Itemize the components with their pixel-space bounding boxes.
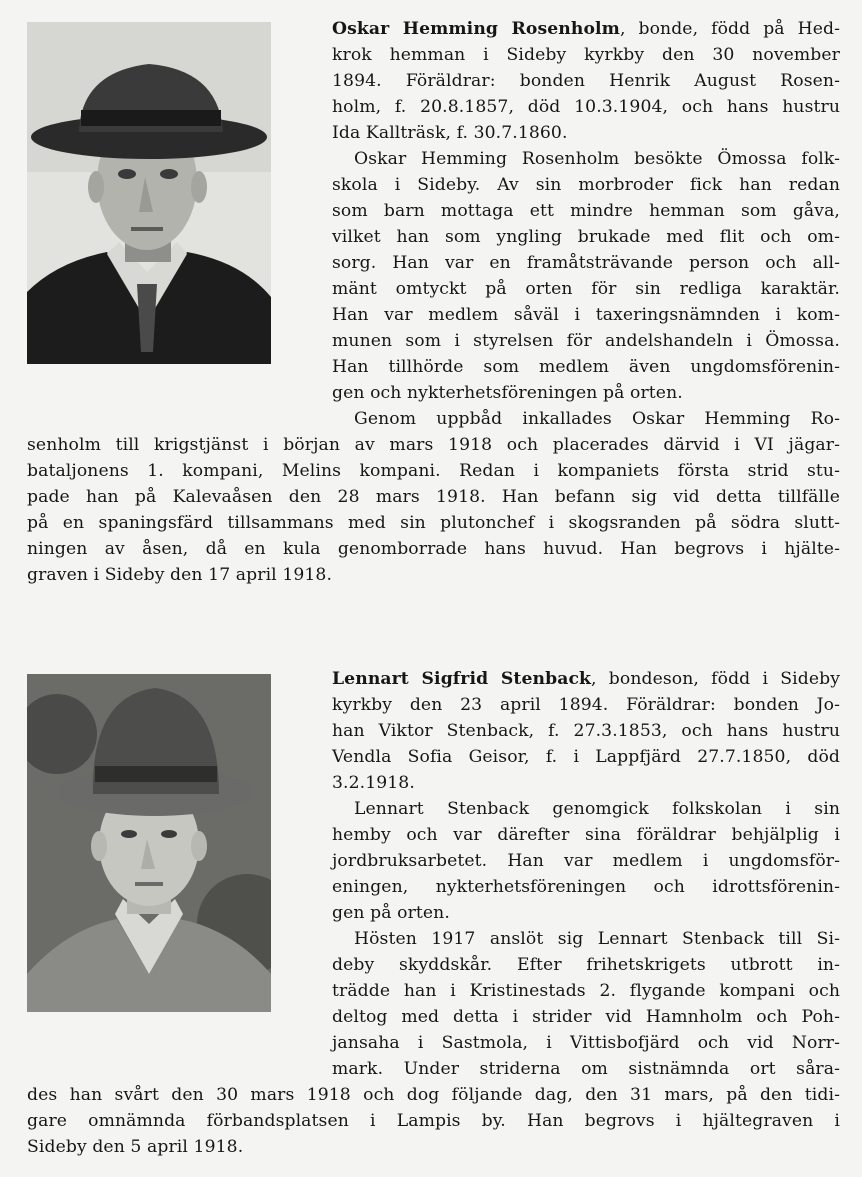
text-line: 1894. Föräldrar: bonden Henrik August Rosen- <box>332 71 840 91</box>
text-line: Oskar Hemming Rosenholm besökte Ömossa folk- <box>354 149 840 169</box>
text-line: han Viktor Stenback, f. 27.3.1853, och hans hustru <box>332 721 840 741</box>
text-line: skola i Sideby. Av sin morbroder fick han redan <box>332 175 840 195</box>
text-line: holm, f. 20.8.1857, död 10.3.1904, och hans hustru <box>332 97 840 117</box>
text-line: kyrkby den 23 april 1894. Föräldrar: bonden Jo- <box>332 695 840 715</box>
text-line: gare omnämnda förbandsplatsen i Lampis by. Han begrovs i hjältegraven i <box>27 1111 840 1131</box>
text-line: senholm till krigstjänst i början av mars 1918 och placerades därvid i VI jägar- <box>27 435 840 455</box>
entry-first-line: Oskar Hemming Rosenholm, bonde, född på Hed- <box>332 19 840 39</box>
text-line: ningen av åsen, då en kula genomborrade hans huvud. Han begrovs i hjälte- <box>27 539 840 559</box>
text-line: på en spaningsfärd tillsammans med sin plutonchef i skogsranden på södra slutt- <box>27 513 840 533</box>
text-line: gen och nykterhetsföreningen på orten. <box>332 383 683 403</box>
text-line: trädde han i Kristinestads 2. flygande kompani och <box>332 981 840 1001</box>
text-line: hemby och var därefter sina föräldrar behjälplig i <box>332 825 840 845</box>
text-line: deby skyddskår. Efter frihetskrigets utbrott in- <box>332 955 840 975</box>
portrait-photo-stenback <box>27 674 271 1012</box>
text-line: Vendla Sofia Geisor, f. i Lappfjärd 27.7.1850, död <box>332 747 840 767</box>
text-line: sorg. Han var en framåtsträvande person och all- <box>332 253 840 273</box>
person-name: Oskar Hemming Rosenholm <box>332 19 620 39</box>
text-line: eningen, nykterhetsföreningen och idrottsförenin- <box>332 877 840 897</box>
text-line: Genom uppbåd inkallades Oskar Hemming Ro- <box>354 409 840 429</box>
text-line: pade han på Kalevaåsen den 28 mars 1918. Han befann sig vid detta tillfälle <box>27 487 840 507</box>
text-line: Han tillhörde som medlem även ungdomsförenin- <box>332 357 840 377</box>
text-line: 3.2.1918. <box>332 773 415 793</box>
text-line: deltog med detta i strider vid Hamnholm och Poh- <box>332 1007 840 1027</box>
text-line: krok hemman i Sideby kyrkby den 30 november <box>332 45 840 65</box>
text-line: som barn mottaga ett mindre hemman som gåva, <box>332 201 840 221</box>
text-line: mänt omtyckt på orten för sin redliga karaktär. <box>332 279 840 299</box>
text-line: bataljonens 1. kompani, Melins kompani. Redan i kompaniets första strid stu- <box>27 461 840 481</box>
text-line: Han var medlem såväl i taxeringsnämnden i kom- <box>332 305 840 325</box>
text-line: Sideby den 5 april 1918. <box>27 1137 244 1157</box>
text-line: jordbruksarbetet. Han var medlem i ungdomsför- <box>332 851 840 871</box>
text-line: mark. Under striderna om sistnämnda ort såra- <box>332 1059 840 1079</box>
text-line: des han svårt den 30 mars 1918 och dog följande dag, den 31 mars, på den tidi- <box>27 1085 840 1105</box>
text-line: jansaha i Sastmola, i Vittisbofjärd och vid Norr- <box>332 1033 840 1053</box>
text-line: Ida Kallträsk, f. 30.7.1860. <box>332 123 568 143</box>
text-line: vilket han som yngling brukade med flit och om- <box>332 227 840 247</box>
text-line: munen som i styrelsen för andelshandeln i Ömossa. <box>332 331 840 351</box>
text-line: gen på orten. <box>332 903 450 923</box>
text-line: Hösten 1917 anslöt sig Lennart Stenback till Si- <box>354 929 840 949</box>
text-line: graven i Sideby den 17 april 1918. <box>27 565 333 585</box>
person-name: Lennart Sigfrid Stenback <box>332 669 592 689</box>
text-line: Lennart Stenback genomgick folkskolan i sin <box>354 799 840 819</box>
entry-first-line: Lennart Sigfrid Stenback, bondeson, född i Sideby <box>332 669 841 689</box>
portrait-photo-rosenholm <box>27 22 271 364</box>
